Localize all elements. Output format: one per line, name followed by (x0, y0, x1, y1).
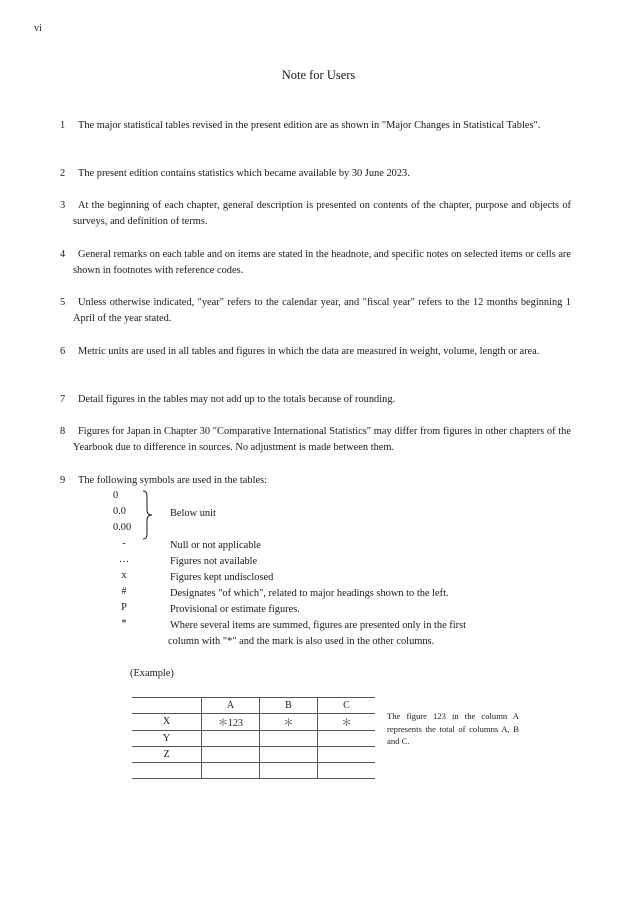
item-number: 3 (60, 200, 66, 211)
table-cell (260, 746, 318, 762)
right-brace-icon (141, 490, 155, 540)
symbol-asterisk: * (121, 618, 127, 629)
table-cell (202, 746, 260, 762)
note-item-6 (60, 344, 571, 360)
note-item-5 (60, 295, 571, 327)
item-text: The major statistical tables revised in the present edition are as shown in "Major Changes in Statistical Tables". (78, 120, 541, 131)
item-number: 8 (60, 426, 66, 437)
row-label: Z (163, 749, 170, 761)
column-header-a: A (202, 698, 260, 714)
table-row (132, 730, 375, 746)
table-row (132, 714, 375, 730)
table-row (132, 746, 375, 762)
symbol-x: x (121, 570, 127, 581)
symbol-zero-two-decimals: 0.00 (113, 522, 132, 533)
item-number: 2 (60, 168, 66, 179)
item-text: Detail figures in the tables may not add up to the totals because of rounding. (78, 394, 396, 405)
table-cell: ＊ (318, 714, 376, 730)
item-text: Metric units are used in all tables and figures in which the data are measured in weight, volume, length or area. (78, 346, 540, 357)
row-label: Y (162, 732, 171, 744)
table-cell (132, 698, 202, 714)
table-cell (318, 763, 376, 779)
item-text: At the beginning of each chapter, general description is presented on contents of the chapter, purpose and objects of surveys, and definition of terms. (73, 200, 571, 228)
symbol-p: P (121, 602, 127, 613)
note-item-4 (60, 247, 571, 279)
symbol-zero-one-decimal: 0.0 (113, 506, 126, 517)
table-cell (260, 730, 318, 746)
row-label (132, 763, 202, 779)
symbol-zero: 0 (113, 490, 119, 501)
table-cell (202, 730, 260, 746)
symbol-description: Null or not applicable (170, 540, 261, 551)
row-label: X (162, 716, 171, 728)
table-row (132, 763, 375, 779)
example-label: (Example) (130, 668, 174, 679)
symbol-description-continued: column with "*" and the mark is also used in the other columns. (168, 636, 435, 647)
item-number: 7 (60, 394, 66, 405)
table-cell: ＊ (260, 714, 318, 730)
note-item-9 (60, 473, 571, 489)
symbol-ellipsis: … (118, 554, 130, 565)
symbol-hash: # (121, 586, 127, 597)
symbol-description: Figures kept undisclosed (170, 572, 274, 583)
table-header-row (132, 698, 375, 714)
item-text: General remarks on each table and on items are stated in the headnote, and specific notes on selected items or cells are shown in footnotes with reference codes. (73, 249, 571, 277)
symbol-dash: - (122, 538, 126, 549)
item-text: Figures for Japan in Chapter 30 "Comparative International Statistics" may differ from figures in other chapters of the Yearbook due to difference in sources. No adjustment is made between them. (73, 426, 571, 454)
symbol-description: Provisional or estimate figures. (170, 604, 300, 615)
item-number: 4 (60, 249, 66, 260)
item-text: The present edition contains statistics which became available by 30 June 2023. (78, 168, 410, 179)
note-item-2 (60, 166, 571, 182)
symbol-description: Designates "of which", related to major headings shown to the left. (170, 588, 449, 599)
column-header-b: B (260, 698, 318, 714)
symbol-description: Figures not available (170, 556, 258, 567)
table-cell (202, 763, 260, 779)
page-title: Note for Users (281, 68, 356, 82)
item-number: 1 (60, 120, 66, 131)
note-item-7 (60, 392, 571, 408)
column-header-c: C (318, 698, 376, 714)
item-number: 9 (60, 475, 66, 486)
note-item-1 (60, 118, 571, 134)
symbol-description-below-unit: Below unit (170, 508, 216, 519)
note-item-3 (60, 198, 571, 230)
item-number: 6 (60, 346, 66, 357)
item-text: The following symbols are used in the tables: (78, 475, 268, 486)
item-number: 5 (60, 297, 66, 308)
page-number: vi (34, 23, 42, 34)
item-text: Unless otherwise indicated, "year" refers to the calendar year, and "fiscal year" refers to the 12 months beginning 1 April of the year stated. (73, 297, 571, 325)
table-cell (318, 746, 376, 762)
symbol-description: Where several items are summed, figures are presented only in the first (170, 620, 467, 631)
example-note: The figure 123 in the column A represents the total of columns A, B and C. (387, 711, 519, 747)
table-cell (260, 763, 318, 779)
note-item-8 (60, 424, 571, 456)
table-cell: ＊123 (202, 714, 260, 730)
example-table (132, 697, 375, 779)
table-cell (318, 730, 376, 746)
